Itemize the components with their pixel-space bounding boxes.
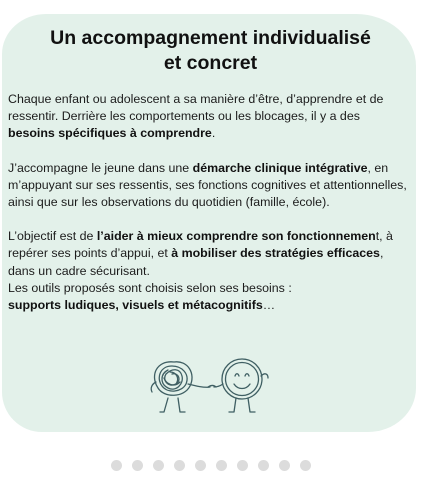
text-segment: , dans un cadre sécurisant. (8, 246, 384, 278)
paragraph-2 (8, 160, 410, 212)
carousel-dot[interactable] (258, 460, 269, 471)
carousel-dot[interactable] (153, 460, 164, 471)
text-segment: … (262, 298, 276, 313)
paragraph-3 (8, 228, 410, 280)
text-segment: t, à repérer ses points d’appui, et (8, 229, 393, 261)
bold-segment: démarche clinique intégrative (192, 160, 368, 175)
carousel-dot[interactable] (300, 460, 311, 471)
body-text (8, 91, 410, 314)
text-segment: J’accompagne le jeune dans une (8, 160, 193, 175)
paragraph-1 (8, 91, 410, 143)
page-title (0, 26, 421, 76)
bold-segment: l’aider à mieux comprendre son fonctionnemen (96, 229, 376, 244)
title-line-2: et concret (163, 52, 258, 74)
carousel-pagination (0, 460, 421, 472)
text-segment: . (211, 126, 216, 141)
text-segment: Chaque enfant ou adolescent a sa manière d’être, d’apprendre et de ressentir. Derrière les comportements ou les blocages, il y a des (8, 92, 384, 124)
paragraph-4 (8, 280, 410, 297)
scribble-character-icon (151, 362, 210, 412)
paragraph-5 (8, 297, 410, 314)
title-line-1: Un accompagnement individualisé (50, 27, 371, 49)
carousel-dot[interactable] (111, 460, 122, 471)
carousel-dot[interactable] (132, 460, 143, 471)
bold-segment: à mobiliser des stratégies efficaces (171, 246, 380, 261)
text-segment: L’objectif est de (8, 229, 97, 244)
bold-segment: besoins spécifiques à comprendre (8, 126, 212, 141)
two-characters-holding-hands-icon (144, 354, 272, 416)
carousel-dot[interactable] (216, 460, 227, 471)
carousel-dot[interactable] (279, 460, 290, 471)
carousel-dot[interactable] (174, 460, 185, 471)
carousel-dot[interactable] (237, 460, 248, 471)
carousel-dot[interactable] (195, 460, 206, 471)
smiley-character-icon (214, 359, 268, 412)
bold-segment: supports ludiques, visuels et métacognitifs (8, 298, 263, 313)
text-segment: Les outils proposés sont choisis selon ses besoins : (8, 280, 292, 295)
text-segment: , en m’appuyant sur ses ressentis, ses fonctions cognitives et attentionnelles, ainsi que sur les observations du quotidien (famille, école). (8, 160, 407, 210)
